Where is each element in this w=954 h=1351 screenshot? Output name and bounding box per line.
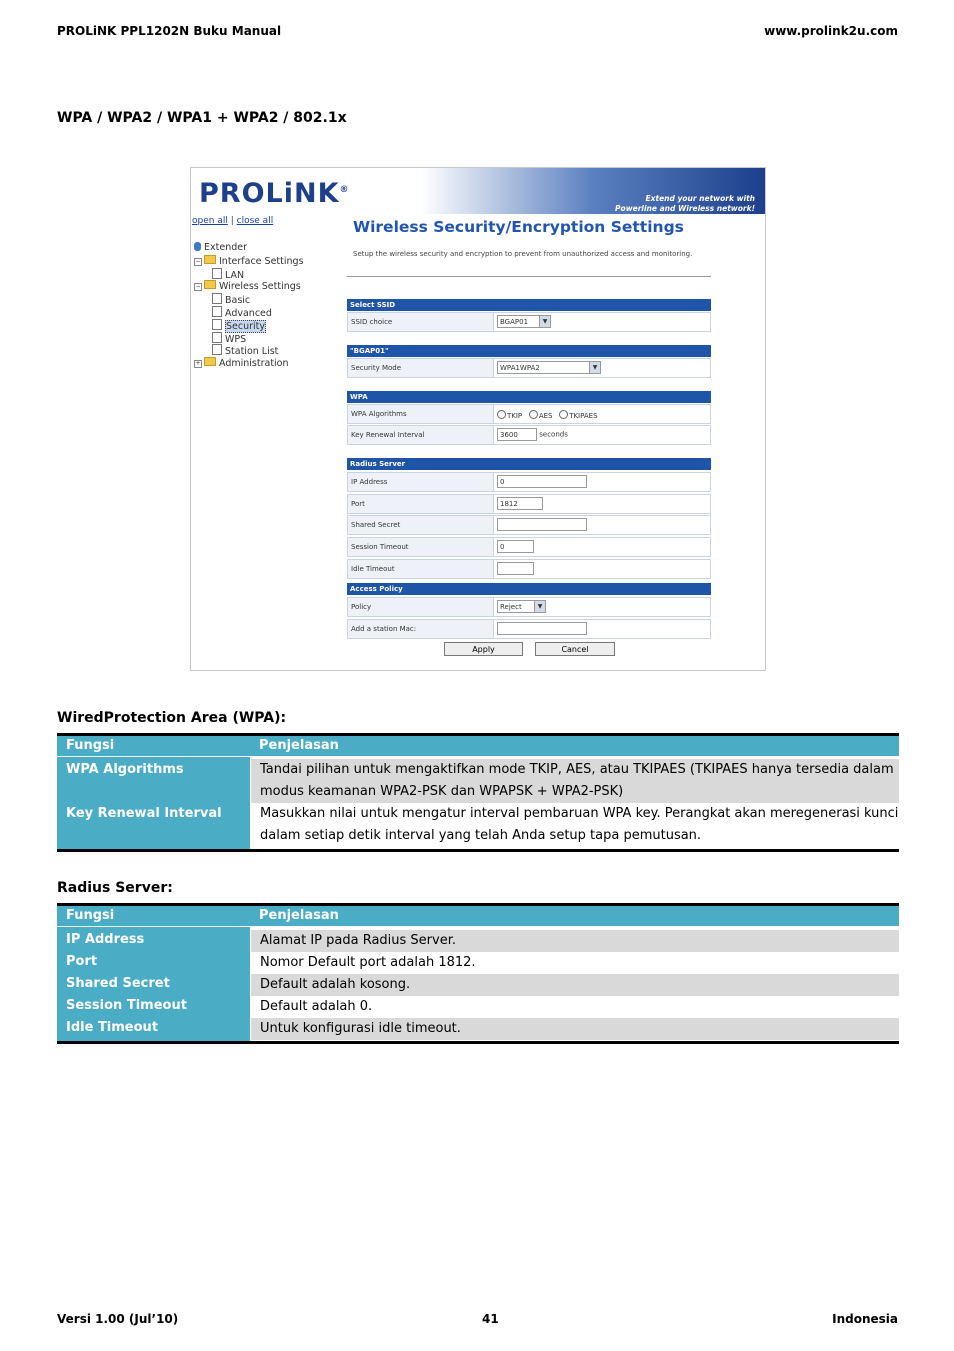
divider: [347, 276, 711, 277]
chevron-down-icon: ▼: [589, 362, 600, 373]
tree-item-advanced[interactable]: Advanced: [194, 306, 304, 319]
settings-description: Setup the wireless security and encryption to prevent from unauthorized access and monitoring.: [353, 250, 693, 258]
tree-item-administration[interactable]: + Administration: [195, 358, 289, 370]
tree-controls: [192, 216, 273, 226]
ssid-choice-row: [347, 312, 711, 332]
idle-timeout-label: Idle Timeout: [348, 560, 494, 578]
tree-item-station-list[interactable]: Station List: [194, 344, 304, 357]
tree-item-interface-settings[interactable]: − Interface Settings: [195, 255, 304, 267]
radio-tkip[interactable]: TKIP: [497, 412, 522, 420]
tree-item-wireless-settings[interactable]: − Wireless Settings: [195, 281, 301, 293]
expand-icon[interactable]: +: [195, 360, 201, 368]
ssid-choice-label: SSID choice: [348, 313, 494, 331]
tagline: Extend your network with Powerline and Wireless network!: [615, 194, 755, 213]
row-desc-line: modus keamanan WPA2-PSK dan WPAPSK + WPA2-PSK): [260, 784, 624, 799]
radio-tkipaes[interactable]: TKIPAES: [559, 412, 597, 420]
radius-section-title: Radius Server:: [57, 880, 173, 896]
policy-label: Policy: [348, 598, 494, 616]
globe-icon: [194, 242, 201, 251]
tree-item-wps[interactable]: WPS: [194, 332, 304, 345]
folder-icon: [204, 280, 216, 289]
add-station-mac-label: Add a station Mac:: [348, 620, 494, 638]
document-header-title: PROLiNK PPL1202N Buku Manual: [57, 24, 282, 38]
security-mode-label: Security Mode: [348, 359, 494, 377]
folder-icon: [204, 357, 216, 366]
page-icon: [212, 293, 222, 304]
port-input[interactable]: 1812: [497, 497, 543, 510]
ip-address-input[interactable]: 0: [497, 475, 587, 488]
radius-table: [57, 901, 899, 1046]
session-timeout-row: [347, 537, 711, 557]
policy-select[interactable]: Reject ▼: [497, 600, 546, 613]
row-desc-line: Tandai pilihan untuk mengaktifkan mode TKIP, AES, atau TKIPAES (TKIPAES hanya tersedia dalam: [260, 762, 894, 777]
row-name: Shared Secret: [66, 976, 170, 991]
table-row: Nomor Default port adalah 1812.: [250, 952, 899, 974]
row-name: IP Address: [66, 932, 145, 947]
add-station-mac-input[interactable]: [497, 622, 587, 635]
port-label: Port: [348, 495, 494, 513]
wpa-table: [57, 731, 899, 853]
chevron-down-icon: ▼: [539, 316, 550, 327]
separator: |: [230, 216, 234, 226]
select-ssid-header: Select SSID: [347, 299, 711, 311]
row-desc-line: dalam setiap detik interval yang telah Anda setup tapa pemutusan.: [260, 828, 702, 843]
col-penjelasan: Penjelasan: [259, 908, 339, 923]
key-renewal-unit: seconds: [539, 430, 568, 439]
wpa-section-title: WiredProtection Area (WPA):: [57, 710, 287, 726]
navigation-tree: [194, 242, 304, 370]
table-row: Alamat IP pada Radius Server.: [250, 930, 899, 952]
ssid-choice-select[interactable]: BGAP01 ▼: [497, 315, 551, 328]
page-icon: [212, 306, 222, 317]
key-renewal-row: [347, 425, 711, 445]
collapse-icon[interactable]: −: [195, 283, 201, 291]
table-header: [57, 903, 899, 926]
close-all-link[interactable]: close all: [236, 216, 274, 226]
col-fungsi: Fungsi: [66, 908, 115, 923]
open-all-link[interactable]: open all: [192, 216, 228, 226]
wpa-algorithms-label: WPA Algorithms: [348, 405, 494, 423]
folder-icon: [204, 255, 216, 264]
ip-address-row: [347, 472, 711, 492]
ip-address-label: IP Address: [348, 473, 494, 491]
bgap01-header: "BGAP01": [347, 345, 711, 357]
table-row: [250, 803, 899, 847]
table-row: [250, 759, 899, 803]
tree-item-security[interactable]: Security: [194, 319, 304, 332]
shared-secret-label: Shared Secret: [348, 516, 494, 534]
row-name: WPA Algorithms: [66, 762, 184, 777]
wpa-algorithms-row: [347, 404, 711, 424]
table-row: Default adalah 0.: [250, 996, 899, 1018]
wpa-header: WPA: [347, 391, 711, 403]
radius-server-header: Radius Server: [347, 458, 711, 470]
key-renewal-input[interactable]: 3600: [497, 428, 537, 441]
page-number: 41: [482, 1312, 499, 1326]
document-header-url: www.prolink2u.com: [764, 24, 898, 38]
policy-row: [347, 597, 711, 617]
tree-item-extender[interactable]: Extender: [194, 242, 304, 255]
add-station-mac-row: [347, 619, 711, 639]
settings-title: Wireless Security/Encryption Settings: [353, 218, 684, 236]
table-row: Default adalah kosong.: [250, 974, 899, 996]
access-policy-header: Access Policy: [347, 583, 711, 595]
tree-item-basic[interactable]: Basic: [194, 293, 304, 306]
key-renewal-label: Key Renewal Interval: [348, 426, 494, 444]
idle-timeout-input[interactable]: [497, 562, 534, 575]
session-timeout-input[interactable]: 0: [497, 540, 534, 553]
router-screenshot: [190, 167, 766, 671]
tree-item-lan[interactable]: LAN: [194, 268, 304, 281]
row-desc-line: Masukkan nilai untuk mengatur interval pembaruan WPA key. Perangkat akan meregenerasi kunci: [260, 806, 899, 821]
banner: [191, 168, 765, 214]
page-icon: [212, 344, 222, 355]
page-icon: [212, 332, 222, 343]
prolink-logo: PROLiNK®: [199, 178, 350, 209]
radio-aes[interactable]: AES: [529, 412, 553, 420]
row-name: Idle Timeout: [66, 1020, 159, 1035]
footer-version: Versi 1.00 (Jul’10): [57, 1312, 179, 1326]
collapse-icon[interactable]: −: [195, 257, 201, 265]
row-name: Port: [66, 954, 98, 969]
table-bottom-border: [57, 1041, 899, 1044]
shared-secret-input[interactable]: [497, 518, 587, 531]
apply-button[interactable]: Apply: [444, 642, 523, 656]
session-timeout-label: Session Timeout: [348, 538, 494, 556]
col-penjelasan: Penjelasan: [259, 738, 339, 753]
col-fungsi: Fungsi: [66, 738, 115, 753]
port-row: [347, 494, 711, 514]
page-icon: [212, 268, 222, 279]
cancel-button[interactable]: Cancel: [535, 642, 615, 656]
page-icon: [212, 319, 222, 330]
shared-secret-row: [347, 515, 711, 535]
row-name: Key Renewal Interval: [66, 806, 222, 821]
row-name: Session Timeout: [66, 998, 187, 1013]
security-mode-row: [347, 358, 711, 378]
footer-language: Indonesia: [832, 1312, 898, 1326]
table-bottom-border: [57, 849, 899, 852]
table-header: [57, 733, 899, 756]
chevron-down-icon: ▼: [534, 601, 545, 612]
security-mode-select[interactable]: WPA1WPA2 ▼: [497, 361, 601, 374]
table-row: Untuk konfigurasi idle timeout.: [250, 1018, 899, 1040]
section-title: WPA / WPA2 / WPA1 + WPA2 / 802.1x: [57, 110, 347, 126]
idle-timeout-row: [347, 559, 711, 579]
